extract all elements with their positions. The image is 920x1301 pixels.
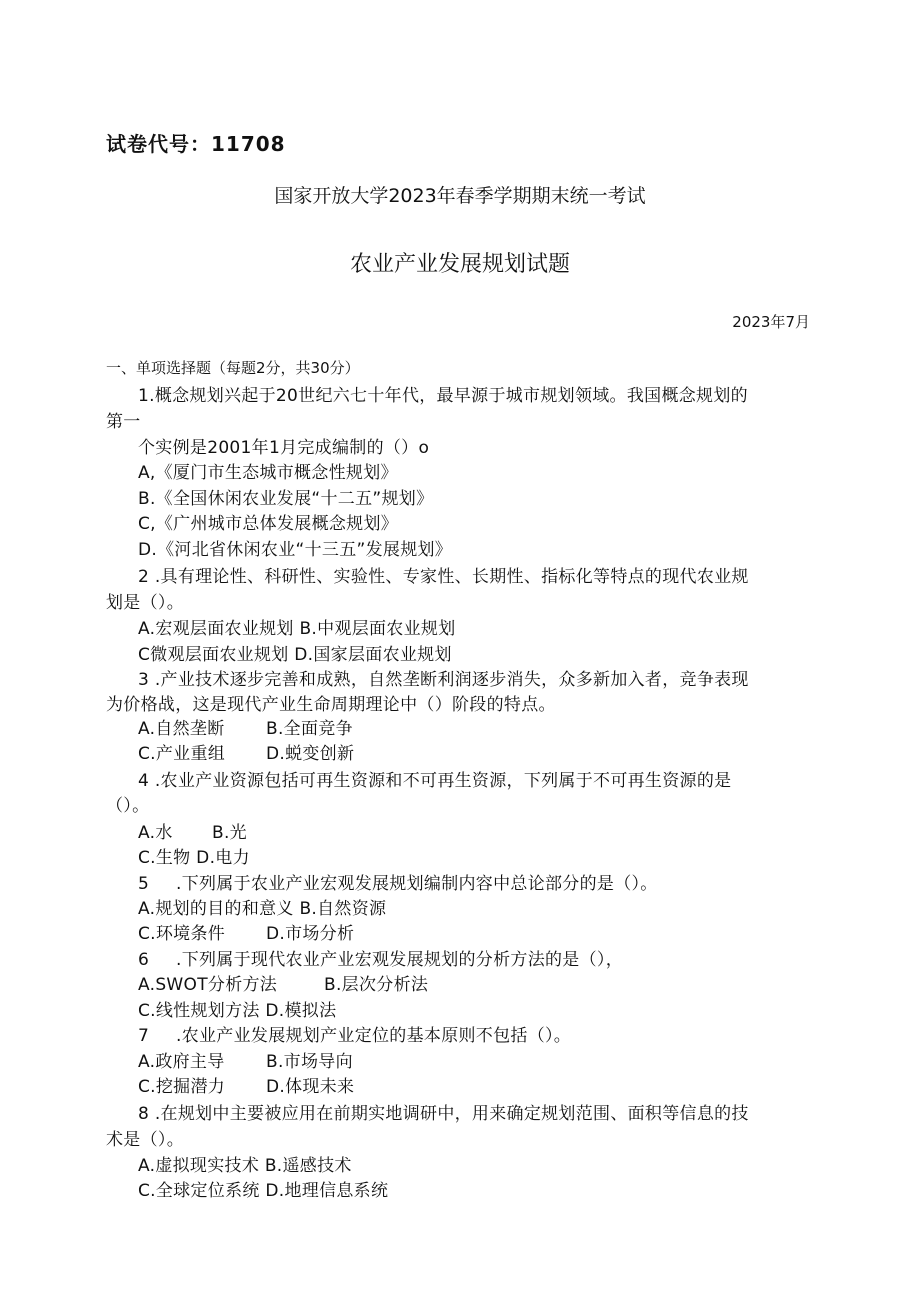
question-2-stem-line-1: 2 .具有理论性、科研性、实验性、专家性、长期性、指标化等特点的现代农业规	[138, 567, 749, 587]
question-6-number: 6	[138, 950, 150, 970]
question-6-options-cd: C.线性规划方法 D.模拟法	[138, 1001, 337, 1021]
question-5-stem	[138, 869, 658, 894]
question-3-option-a: A.自然垄断	[138, 719, 225, 739]
question-4-option-a: A.水	[138, 823, 173, 843]
question-5-options-cd	[138, 919, 354, 944]
question-3-option-c: C.产业重组	[138, 744, 226, 764]
question-8-stem-line-1: 8 .在规划中主要被应用在前期实地调研中，用来确定规划范围、面积等信息的技	[138, 1104, 749, 1124]
question-5-option-c: C.环境条件	[138, 924, 226, 944]
question-1-stem-line-3: 个实例是2001年1月完成编制的（）o	[138, 438, 430, 458]
question-4-options-cd: C.生物 D.电力	[138, 848, 250, 868]
question-8-options-ab: A.虚拟现实技术 B.遥感技术	[138, 1156, 352, 1176]
question-7-option-d: D.体现未来	[266, 1077, 355, 1097]
question-6-stem	[138, 945, 623, 970]
exam-code: 试卷代号：11708	[106, 132, 286, 156]
question-5-text: .下列属于农业产业宏观发展规划编制内容中总论部分的是（）。	[176, 874, 658, 894]
question-1-stem-line-1: 1.概念规划兴起于20世纪六七十年代，最早源于城市规划领域。我国概念规划的	[138, 386, 748, 406]
question-3-stem-line-2: 为价格战，这是现代产业生命周期理论中（）阶段的特点。	[106, 695, 556, 715]
question-2-stem-line-2: 划是（）。	[106, 593, 184, 613]
question-5-number: 5	[138, 874, 150, 894]
question-7-stem	[138, 1021, 571, 1046]
section-title: 一、单项选择题（每题2分，共30分）	[106, 359, 360, 377]
question-8-options-cd: C.全球定位系统 D.地理信息系统	[138, 1181, 389, 1201]
question-6-option-b: B.层次分析法	[324, 975, 429, 995]
question-5-options-ab: A.规划的目的和意义 B.自然资源	[138, 899, 387, 919]
question-3-option-b: B.全面竞争	[266, 719, 353, 739]
question-1-option-a: A,《厦门市生态城市概念性规划》	[138, 463, 398, 483]
question-1-stem-line-2: 第一	[106, 412, 141, 432]
question-6-options-ab	[138, 970, 428, 995]
question-2-options-ab: A.宏观层面农业规划 B.中观层面农业规划	[138, 619, 456, 639]
exam-date: 2023年7月	[732, 313, 810, 331]
question-7-option-c: C.挖掘潜力	[138, 1077, 226, 1097]
question-7-number: 7	[138, 1026, 150, 1046]
question-8-stem-line-2: 术是（）。	[106, 1130, 184, 1150]
question-7-options-ab	[138, 1047, 353, 1072]
question-3-option-d: D.蜕变创新	[266, 744, 355, 764]
question-3-options-ab	[138, 714, 353, 739]
question-7-option-b: B.市场导向	[266, 1052, 353, 1072]
question-7-option-a: A.政府主导	[138, 1052, 225, 1072]
question-3-stem-line-1: 3 .产业技术逐步完善和成熟，自然垄断利润逐步消失，众多新加入者，竞争表现	[138, 670, 749, 690]
question-5-option-d: D.市场分析	[266, 924, 355, 944]
question-7-text: .农业产业发展规划产业定位的基本原则不包括（）。	[176, 1026, 572, 1046]
university-title: 国家开放大学2023年春季学期期末统一考试	[274, 185, 646, 207]
question-6-option-a: A.SWOT分析方法	[138, 975, 278, 995]
subject-title: 农业产业发展规划试题	[349, 252, 570, 277]
question-1-option-d: D.《河北省休闲农业“十三五”发展规划》	[138, 540, 453, 560]
question-3-options-cd	[138, 739, 354, 764]
question-4-option-b: B.光	[212, 823, 247, 843]
question-2-options-cd: C微观层面农业规划 D.国家层面农业规划	[138, 645, 452, 665]
question-7-options-cd	[138, 1072, 354, 1097]
question-1-option-c: C,《广州城市总体发展概念规划》	[138, 514, 399, 534]
question-1-option-b: B.《全国休闲农业发展“十二五”规划》	[138, 489, 434, 509]
question-4-stem-line-1: 4 .农业产业资源包括可再生资源和不可再生资源，下列属于不可再生资源的是	[138, 771, 732, 791]
question-6-text: .下列属于现代农业产业宏观发展规划的分析方法的是（），	[176, 950, 624, 970]
question-4-options-ab	[138, 818, 247, 843]
question-4-stem-line-2: （）。	[106, 796, 150, 816]
